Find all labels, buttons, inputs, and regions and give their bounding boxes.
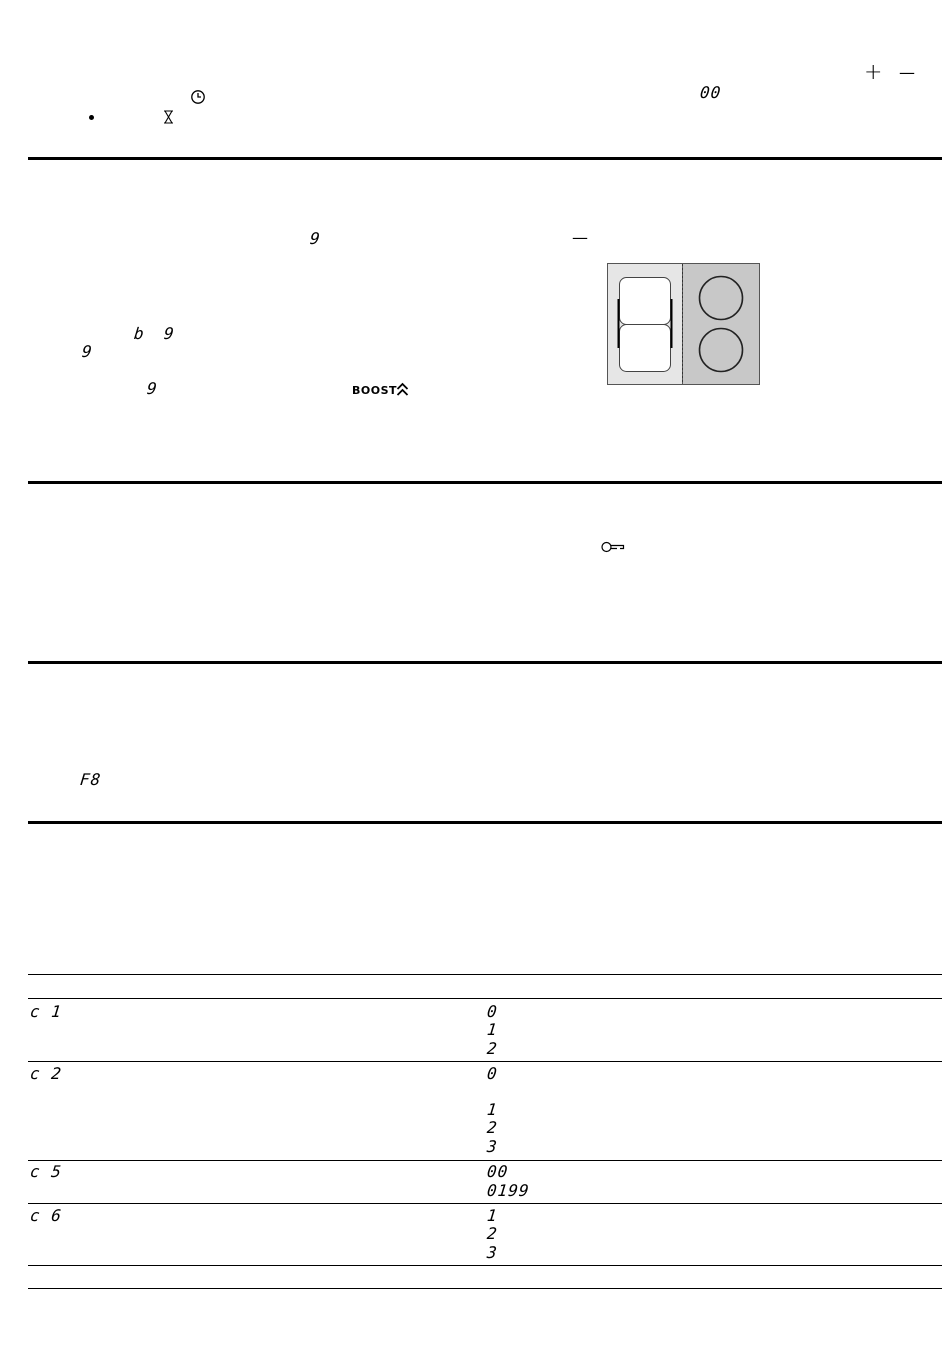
table-header-line bbox=[28, 998, 942, 999]
power-level-digit: 9 bbox=[81, 342, 94, 361]
setting-code: c 1 bbox=[29, 1002, 63, 1021]
power-level-digit: 9 bbox=[309, 229, 322, 248]
setting-value: 1 bbox=[486, 1206, 499, 1225]
setting-value: 3 bbox=[486, 1243, 499, 1262]
clock-icon bbox=[190, 89, 206, 105]
table-row-divider bbox=[28, 1203, 942, 1204]
setting-code: c 2 bbox=[29, 1064, 63, 1083]
cooktop-diagram bbox=[607, 263, 761, 386]
cooktop-right-surface bbox=[683, 264, 760, 385]
setting-value: 1 bbox=[486, 1100, 499, 1119]
boost-chevron-icon bbox=[396, 382, 409, 397]
plus-symbol: + bbox=[864, 60, 883, 85]
table-row-divider bbox=[28, 1160, 942, 1161]
key-icon bbox=[601, 541, 625, 553]
setting-value: 1 bbox=[486, 1020, 499, 1039]
power-level-digit: 9 bbox=[146, 379, 159, 398]
setting-value: 2 bbox=[486, 1224, 499, 1243]
setting-value: 0199 bbox=[486, 1181, 531, 1200]
setting-code: c 6 bbox=[29, 1206, 63, 1225]
flex-zone-upper bbox=[620, 278, 671, 325]
minus-symbol: — bbox=[899, 63, 915, 82]
table-bottom-line bbox=[28, 1288, 942, 1289]
setting-value: 3 bbox=[486, 1137, 499, 1156]
minus-symbol: — bbox=[572, 228, 588, 247]
error-code: F8 bbox=[79, 770, 103, 789]
list-bullet bbox=[89, 115, 94, 120]
residual-heat-digit: b bbox=[133, 324, 146, 343]
setting-value: 0 bbox=[486, 1002, 499, 1021]
flex-zone-lower bbox=[620, 325, 671, 372]
table-row-divider bbox=[28, 1061, 942, 1062]
setting-value: 2 bbox=[486, 1039, 499, 1058]
section-divider bbox=[28, 821, 942, 824]
setting-value: 2 bbox=[486, 1118, 499, 1137]
section-divider bbox=[28, 157, 942, 160]
hourglass-icon bbox=[163, 110, 174, 124]
table-row-divider bbox=[28, 1265, 942, 1266]
setting-value: 00 bbox=[486, 1162, 510, 1181]
boost-label: BOOST bbox=[352, 384, 398, 397]
power-level-digit: 9 bbox=[163, 324, 176, 343]
section-divider bbox=[28, 481, 942, 484]
setting-value: 0 bbox=[486, 1064, 499, 1083]
display-zero-readout: 00 bbox=[699, 83, 723, 102]
section-divider bbox=[28, 661, 942, 664]
table-header-line bbox=[28, 974, 942, 975]
setting-code: c 5 bbox=[29, 1162, 63, 1181]
